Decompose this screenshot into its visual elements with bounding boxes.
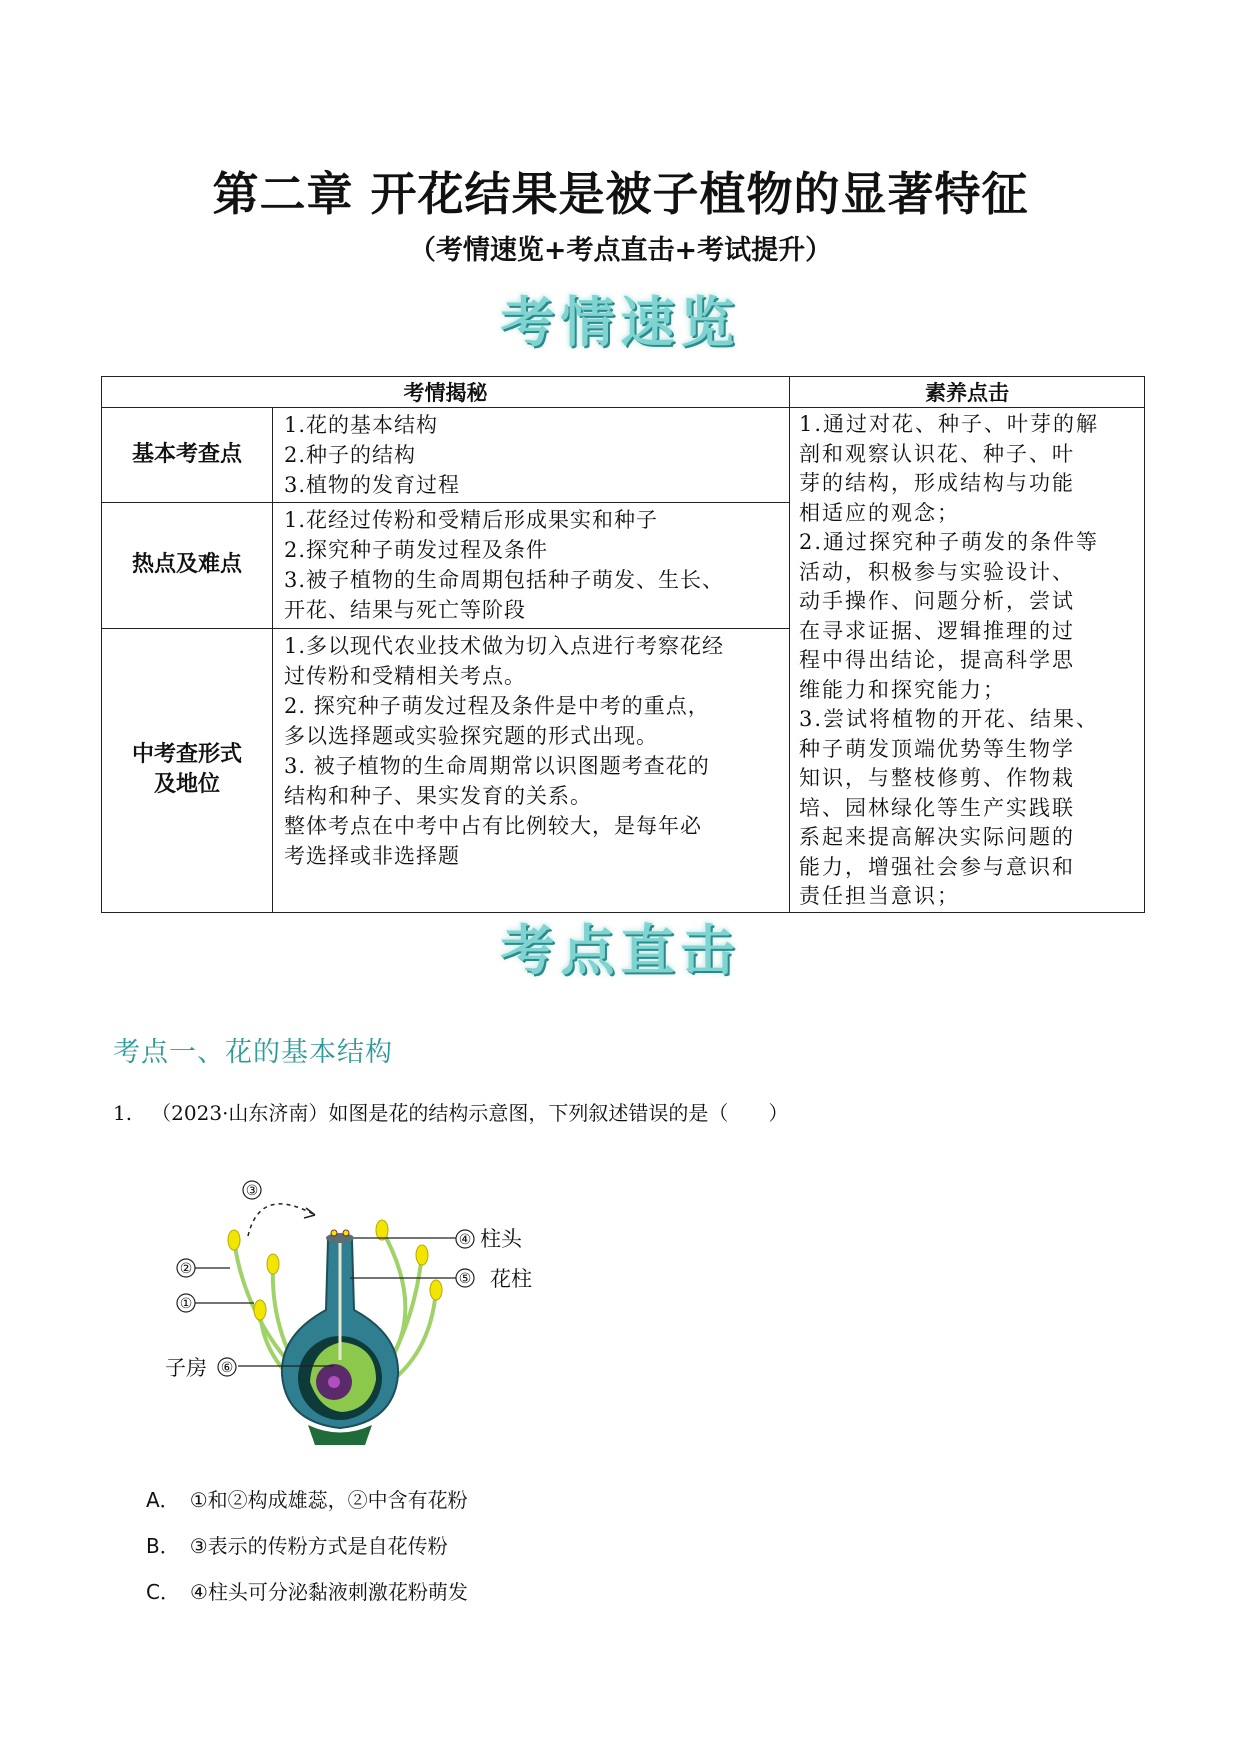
option-text: ①和②构成雄蕊，②中含有花粉 — [189, 1488, 468, 1512]
option-text: ④柱头可分泌黏液刺激花粉萌发 — [189, 1580, 468, 1604]
flower-structure-diagram — [150, 1160, 570, 1445]
option-c[interactable] — [146, 1576, 468, 1605]
line: 相适应的观念； — [799, 500, 960, 525]
line: 2. 探究种子萌发过程及条件是中考的重点， — [284, 693, 710, 718]
question-1 — [113, 1097, 788, 1126]
question-text: （2023·山东济南）如图是花的结构示意图，下列叙述错误的是（ ） — [151, 1101, 789, 1125]
option-a[interactable] — [146, 1484, 468, 1513]
line: 开花、结果与死亡等阶段 — [284, 597, 526, 622]
option-letter: A． — [146, 1488, 180, 1512]
line: 1.花经过传粉和受精后形成果实和种子 — [284, 507, 659, 532]
line: 3.被子植物的生命周期包括种子萌发、生长、 — [284, 567, 725, 592]
line: 在寻求证据、逻辑推理的过 — [799, 618, 1075, 643]
row-label-basic: 基本考查点 — [102, 408, 273, 503]
line: 维能力和探究能力； — [799, 677, 1006, 702]
row-label-form — [102, 628, 273, 912]
line: 活动，积极参与实验设计、 — [799, 559, 1075, 584]
row-label-hotspot: 热点及难点 — [102, 502, 273, 628]
label-n3: ③ — [245, 1183, 259, 1199]
line: 3.尝试将植物的开花、结果、 — [799, 707, 1100, 731]
line: 责任担当意识； — [799, 884, 960, 908]
line: 动手操作、问题分析，尝试 — [799, 589, 1075, 613]
line: 程中得出结论，提高科学思 — [799, 648, 1075, 672]
label-line: 及地位 — [153, 772, 220, 798]
question-number: 1. — [113, 1101, 133, 1125]
egg-cell — [328, 1376, 340, 1388]
line: 整体考点在中考中占有比例较大，是每年必 — [284, 813, 702, 838]
stigma — [326, 1233, 354, 1243]
line: 能力，增强社会参与意识和 — [799, 854, 1075, 879]
label-ovary: 子房 — [165, 1356, 207, 1380]
line: 知识，与整枝修剪、作物栽 — [799, 766, 1075, 790]
line: 2.种子的结构 — [284, 443, 417, 467]
line: 1.通过对花、种子、叶芽的解 — [799, 412, 1100, 436]
line: 1.多以现代农业技术做为切入点进行考察花经 — [284, 633, 725, 658]
line: 种子萌发顶端优势等生物学 — [799, 736, 1075, 761]
option-b[interactable] — [146, 1530, 448, 1559]
line: 培、园林绿化等生产实践联 — [799, 795, 1075, 820]
label-n6: ⑥ — [220, 1360, 234, 1376]
table-header-row — [102, 377, 1145, 408]
page-subtitle: （考情速览+考点直击+考试提升） — [408, 235, 833, 266]
label-line: 中考查形式 — [131, 742, 242, 768]
label-n5: ⑤ — [458, 1271, 472, 1287]
line: 剖和观察认识花、种子、叶 — [799, 441, 1075, 466]
line: 系起来提高解决实际问题的 — [799, 825, 1075, 849]
label-n2: ② — [179, 1261, 193, 1277]
line: 多以选择题或实验探究题的形式出现。 — [284, 723, 658, 748]
line: 考选择或非选择题 — [284, 843, 460, 868]
row-content-hotspot — [273, 502, 790, 628]
col-header-right: 素养点击 — [790, 377, 1145, 408]
option-letter: B． — [146, 1534, 180, 1558]
option-text: ③表示的传粉方式是自花传粉 — [189, 1534, 448, 1558]
page-title: 第二章 开花结果是被子植物的显著特征 — [212, 167, 1029, 221]
option-letter: C． — [146, 1580, 180, 1604]
line: 3.植物的发育过程 — [284, 473, 461, 497]
banner-points: 考点直击 — [500, 918, 741, 982]
pollination-arrow — [248, 1204, 315, 1236]
line: 2.探究种子萌发过程及条件 — [284, 537, 549, 562]
line: 芽的结构，形成结构与功能 — [799, 471, 1075, 495]
exam-info-table — [101, 376, 1145, 913]
label-n4: ④ — [458, 1232, 472, 1248]
banner-overview: 考情速览 — [500, 290, 741, 354]
label-n1: ① — [179, 1296, 193, 1312]
row-content-basic — [273, 408, 790, 503]
line: 过传粉和受精相关考点。 — [284, 663, 526, 688]
line: 3. 被子植物的生命周期常以识图题考查花的 — [284, 753, 710, 778]
line: 1.花的基本结构 — [284, 413, 439, 437]
table-row — [102, 408, 1145, 503]
line: 结构和种子、果实发育的关系。 — [284, 783, 592, 808]
literacy-points-cell — [790, 408, 1145, 913]
label-stigma: 柱头 — [480, 1227, 522, 1251]
section-title: 考点一、花的基本结构 — [113, 1037, 393, 1068]
col-header-left: 考情揭秘 — [102, 377, 790, 408]
row-content-form — [273, 628, 790, 912]
label-style: 花柱 — [490, 1267, 532, 1291]
line: 2.通过探究种子萌发的条件等 — [799, 530, 1100, 554]
